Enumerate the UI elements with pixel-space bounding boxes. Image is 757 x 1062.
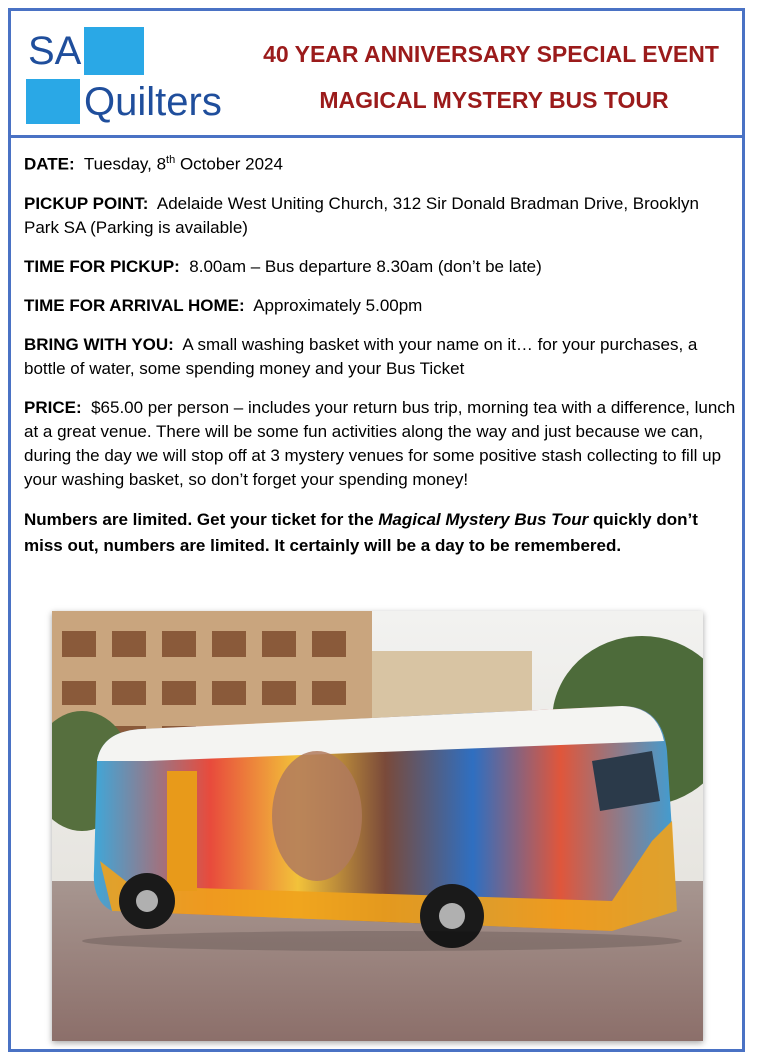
bring-label: BRING WITH YOU:	[24, 334, 174, 354]
pickup-point-label: PICKUP POINT:	[24, 193, 149, 213]
arrival-label: TIME FOR ARRIVAL HOME:	[24, 295, 245, 315]
event-title: 40 YEAR ANNIVERSARY SPECIAL EVENT	[263, 41, 719, 67]
closing-part1: Numbers are limited. Get your ticket for the	[24, 509, 379, 529]
date-value-post: October 2024	[175, 154, 283, 174]
flyer-page	[8, 8, 745, 1052]
logo-square-bottom	[26, 79, 80, 124]
tour-name: Magical Mystery Bus Tour	[378, 509, 589, 529]
date-label: DATE:	[24, 154, 75, 174]
price-value: $65.00 per person – includes your return bus trip, morning tea with a difference, lunch at a great venue. There will be some fun activities along the way and just because we can, during the day we will stop off at 3 mystery venues for some positive stash collecting to fill up your washing basket, so don’t forget your spending money!	[24, 397, 736, 489]
price-line	[24, 396, 736, 492]
logo-square-top	[84, 27, 144, 75]
price-label: PRICE:	[24, 397, 82, 417]
arrival-value: Approximately 5.00pm	[253, 295, 423, 315]
header	[11, 11, 742, 138]
pickup-time-label: TIME FOR PICKUP:	[24, 256, 180, 276]
bring-line	[24, 333, 736, 381]
logo-text-quilters: Quilters	[84, 80, 222, 124]
pickup-time-line	[24, 255, 736, 279]
bus-photo	[52, 611, 703, 1041]
event-details	[24, 148, 736, 574]
pickup-point-value: Adelaide West Uniting Church, 312 Sir Donald Bradman Drive, Brooklyn Park SA (Parking is available)	[24, 193, 699, 237]
closing-paragraph	[24, 507, 736, 559]
event-subtitle: MAGICAL MYSTERY BUS TOUR	[319, 87, 669, 113]
logo-text-sa: SA	[28, 29, 82, 73]
date-value-sup: th	[166, 154, 176, 166]
arrival-line	[24, 294, 736, 318]
sa-quilters-logo	[26, 27, 246, 127]
bus-illustration	[52, 611, 703, 1041]
bring-value: A small washing basket with your name on it… for your purchases, a bottle of water, some spending money and your Bus Ticket	[24, 334, 698, 378]
pickup-time-value: 8.00am – Bus departure 8.30am (don’t be late)	[189, 256, 542, 276]
date-value-pre: Tuesday, 8	[83, 154, 167, 174]
date-line	[24, 148, 736, 177]
closing-part2: quickly don’t miss out, numbers are limited. It certainly will be a day to be remembered.	[24, 509, 698, 555]
pickup-point-line	[24, 192, 736, 240]
